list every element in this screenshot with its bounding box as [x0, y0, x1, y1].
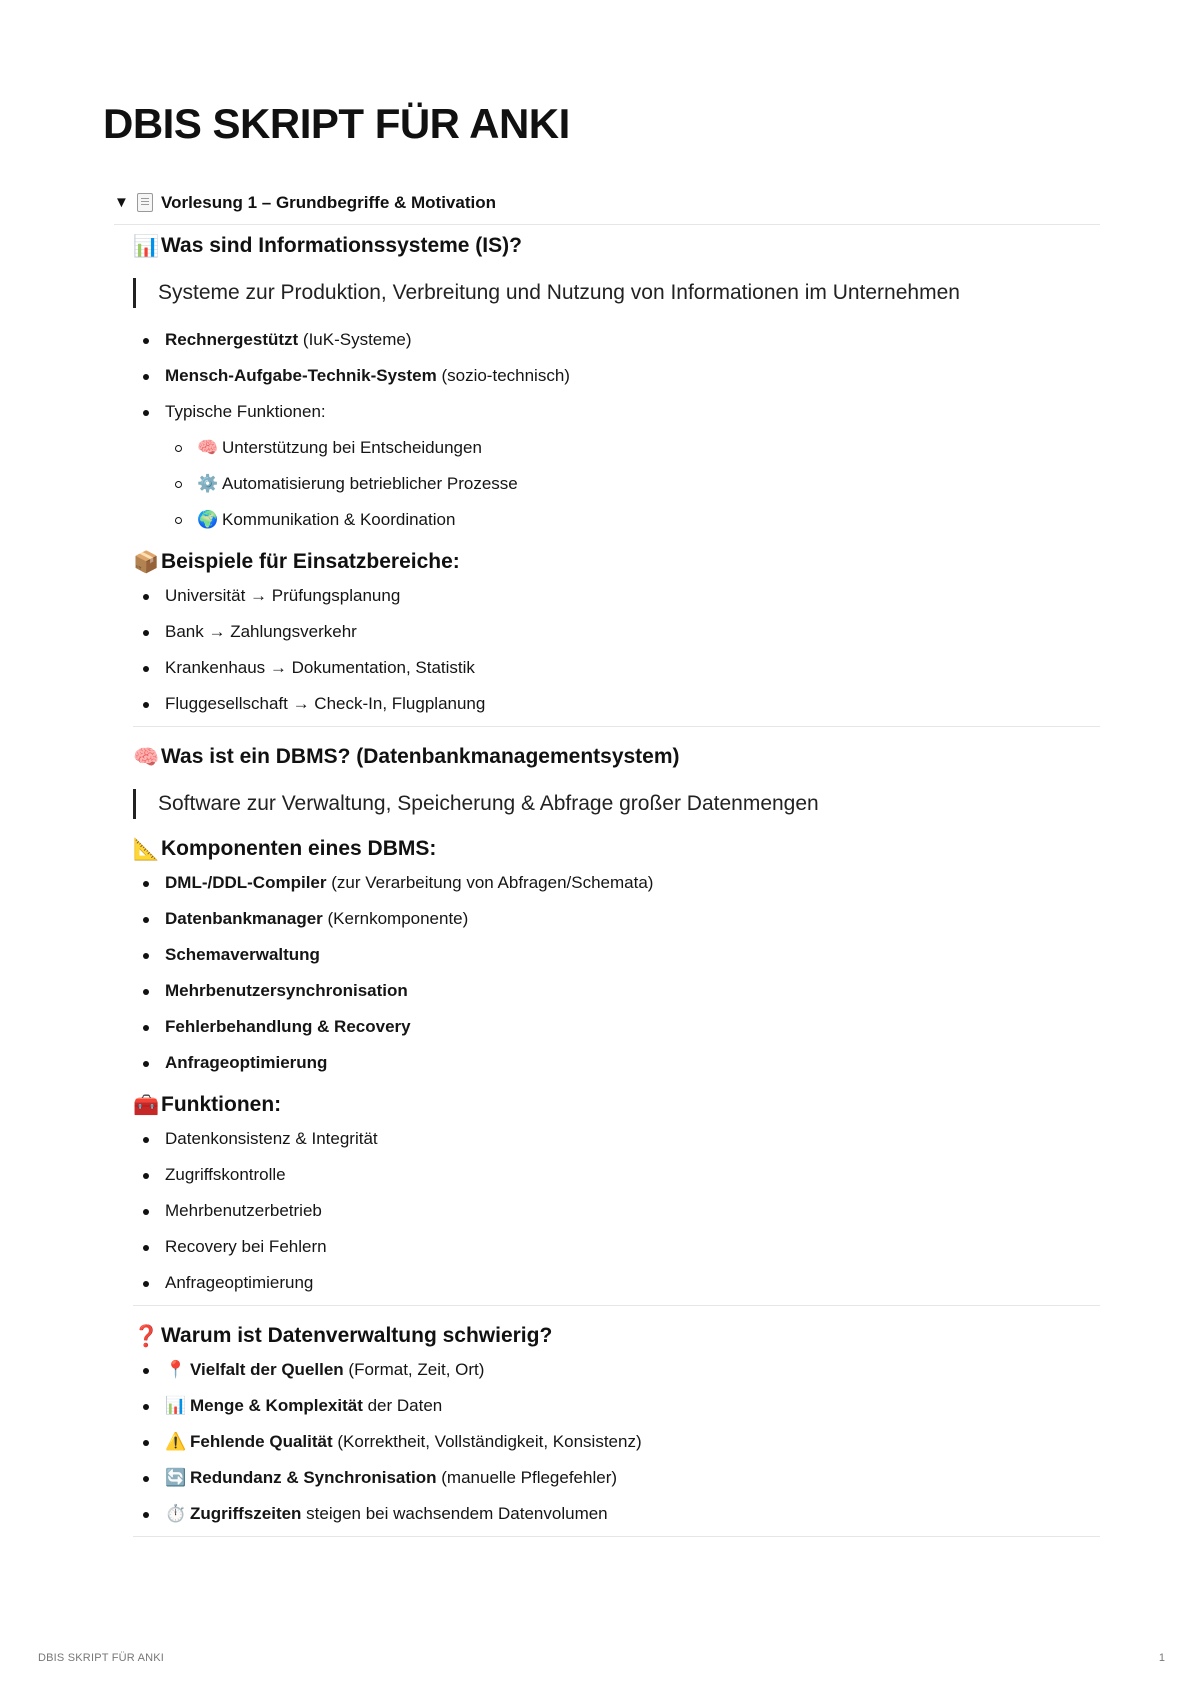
toolbox-icon: 🧰: [133, 1093, 160, 1117]
heading-beispiele: [133, 546, 1100, 578]
divider: [133, 726, 1100, 727]
toggle-label: Vorlesung 1 – Grundbegriffe & Motivation: [161, 192, 496, 212]
list-item: Mehrbenutzerbetrieb: [133, 1193, 1100, 1229]
divider: [133, 1305, 1100, 1306]
triangle-ruler-icon: 📐: [133, 837, 160, 861]
toggle-arrow-icon[interactable]: ▼: [114, 194, 129, 211]
sub-list-item: ⚙️ Automatisierung betrieblicher Prozesse: [133, 466, 1100, 502]
package-icon: 📦: [133, 550, 160, 574]
list-item: Universität → Prüfungsplanung: [133, 578, 1100, 614]
list-item: Mehrbenutzersynchronisation: [133, 973, 1100, 1009]
list-item: 📊 Menge & Komplexität der Daten: [133, 1388, 1100, 1424]
list-item: 🔄 Redundanz & Synchronisation (manuelle Pflegefehler): [133, 1460, 1100, 1496]
list-item: Fehlerbehandlung & Recovery: [133, 1009, 1100, 1045]
list-komponenten: [133, 865, 1100, 1081]
list-item: 📍 Vielfalt der Quellen (Format, Zeit, Ort): [133, 1352, 1100, 1388]
bar-chart-icon: 📊: [165, 1396, 187, 1415]
brain-icon: 🧠: [197, 438, 219, 457]
heading-dbms: [133, 741, 1100, 773]
list-item: Recovery bei Fehlern: [133, 1229, 1100, 1265]
list-item: DML-/DDL-Compiler (zur Verarbeitung von Abfragen/Schemata): [133, 865, 1100, 901]
pin-icon: 📍: [165, 1360, 187, 1379]
divider: [133, 1536, 1100, 1537]
brain-icon: 🧠: [133, 745, 160, 769]
list-item: Mensch-Aufgabe-Technik-System (sozio-technisch): [133, 358, 1100, 394]
heading-text: Was ist ein DBMS? (Datenbankmanagementsystem): [161, 745, 680, 768]
list-funktionen: [133, 1121, 1100, 1301]
list-item: Schemaverwaltung: [133, 937, 1100, 973]
heading-funktionen: [133, 1089, 1100, 1121]
gear-icon: ⚙️: [197, 474, 219, 493]
heading-text: Was sind Informationssysteme (IS)?: [161, 234, 522, 257]
question-mark-icon: ❓: [133, 1324, 160, 1348]
heading-text: Funktionen:: [161, 1093, 282, 1116]
list-item: ⏱️ Zugriffszeiten steigen bei wachsendem Datenvolumen: [133, 1496, 1100, 1532]
page-number: 1: [1158, 1652, 1165, 1664]
list-item: Bank → Zahlungsverkehr: [133, 614, 1100, 650]
list-item: Anfrageoptimierung: [133, 1265, 1100, 1301]
warning-icon: ⚠️: [165, 1432, 187, 1451]
list-item: Datenbankmanager (Kernkomponente): [133, 901, 1100, 937]
list-item: Zugriffskontrolle: [133, 1157, 1100, 1193]
list-warum: [133, 1352, 1100, 1532]
heading-informationssysteme: [133, 230, 1100, 262]
globe-icon: 🌍: [197, 510, 219, 529]
list-item: Krankenhaus → Dokumentation, Statistik: [133, 650, 1100, 686]
bar-chart-icon: 📊: [133, 234, 160, 258]
heading-komponenten: [133, 833, 1100, 865]
list-beispiele: [133, 578, 1100, 722]
sync-icon: 🔄: [165, 1468, 187, 1487]
page-title: DBIS SKRIPT FÜR ANKI: [103, 100, 570, 147]
sub-list-item: 🧠 Unterstützung bei Entscheidungen: [133, 430, 1100, 466]
heading-text: Komponenten eines DBMS:: [161, 837, 437, 860]
sub-list-item: 🌍 Kommunikation & Koordination: [133, 502, 1100, 538]
heading-text: Warum ist Datenverwaltung schwierig?: [161, 1324, 553, 1347]
footer-title: DBIS SKRIPT FÜR ANKI: [38, 1652, 165, 1664]
list-item: Fluggesellschaft → Check-In, Flugplanung: [133, 686, 1100, 722]
page-icon: [135, 193, 155, 213]
quote-is: Systeme zur Produktion, Verbreitung und Nutzung von Informationen im Unternehmen: [133, 278, 1100, 308]
toggle-vorlesung-1[interactable]: [114, 191, 1100, 225]
heading-warum-schwierig: [133, 1320, 1100, 1352]
list-item: Typische Funktionen:: [133, 394, 1100, 430]
list-item: ⚠️ Fehlende Qualität (Korrektheit, Vollständigkeit, Konsistenz): [133, 1424, 1100, 1460]
list-item: Datenkonsistenz & Integrität: [133, 1121, 1100, 1157]
stopwatch-icon: ⏱️: [165, 1504, 187, 1523]
toggle-content: [133, 230, 1100, 1551]
quote-dbms: Software zur Verwaltung, Speicherung & Abfrage großer Datenmengen: [133, 789, 1100, 819]
list-item: Anfrageoptimierung: [133, 1045, 1100, 1081]
heading-text: Beispiele für Einsatzbereiche:: [161, 550, 460, 573]
list-is: [133, 322, 1100, 538]
list-item: Rechnergestützt (IuK-Systeme): [133, 322, 1100, 358]
